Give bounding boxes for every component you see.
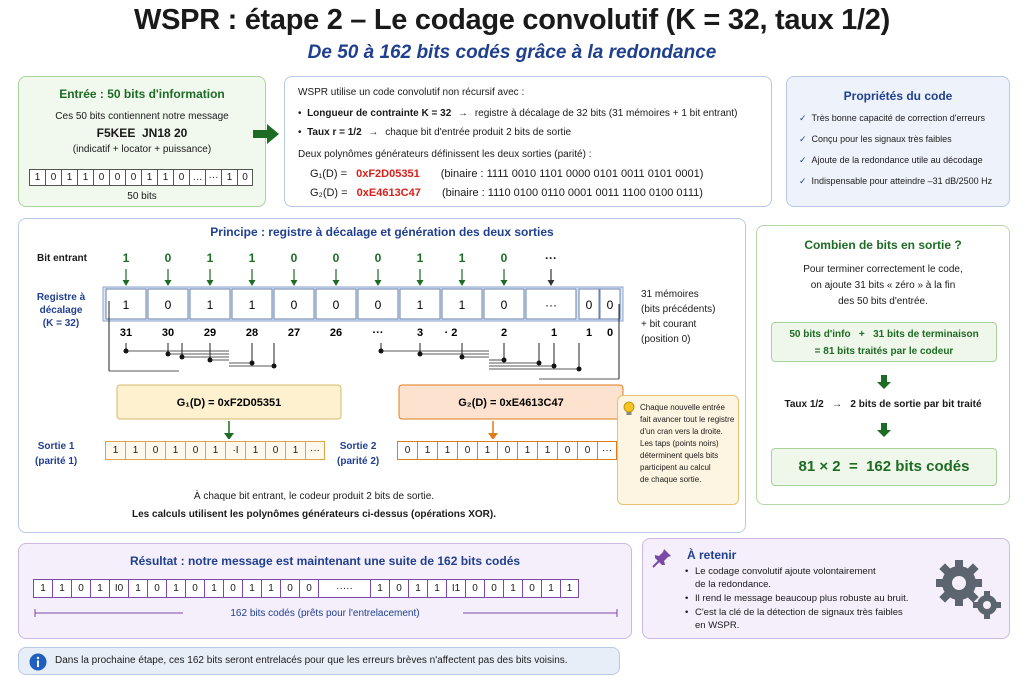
input-heading: Entrée : 50 bits d'information: [59, 87, 225, 101]
bit-cell: 0: [173, 169, 189, 186]
input-bits-label: 50 bits: [127, 191, 157, 202]
note-line: de chaque sortie.: [640, 475, 702, 484]
note-line: Les taps (points noirs): [640, 439, 719, 448]
register-value: 0: [500, 298, 508, 312]
principle-footer1: À chaque bit entrant, le codeur produit 2 bits de sortie.: [193, 491, 435, 502]
bit-cell: 1: [245, 441, 265, 460]
bit-cell: 0: [223, 579, 242, 598]
register-index: 3: [416, 327, 424, 339]
out1-label: Sortie 1 (parité 1): [35, 441, 78, 467]
bit-cell: 0: [280, 579, 299, 598]
input-line1: Ces 50 bits contiennent notre message: [55, 111, 229, 122]
props-item: ✓ Indispensable pour atteindre –31 dB/2500 Hz: [799, 176, 993, 186]
bit-cell: 1: [33, 579, 52, 598]
bit-cell: ···: [205, 169, 221, 186]
register-value: 1: [416, 298, 424, 312]
bit-in-value: 0: [332, 251, 340, 265]
props-item: ✓ Conçu pour les signaux très faibles: [799, 134, 952, 144]
bit-cell: ···: [305, 441, 325, 460]
page-title: WSPR : étape 2 – Le codage convolutif (K = 32, taux 1/2): [134, 4, 890, 36]
bit-cell: 1: [61, 169, 77, 186]
input-message: F5KEE JN18 20: [96, 126, 188, 140]
result-heading: Résultat : notre message est maintenant une suite de 162 bits codés: [129, 554, 521, 568]
bit-cell: 1: [204, 579, 223, 598]
register-index: 28: [245, 327, 259, 339]
register-index: ···: [372, 327, 384, 339]
note-line: d'un cran vers la droite.: [640, 427, 723, 436]
r-desc: chaque bit d'entrée produit 2 bits de sortie: [385, 127, 572, 138]
register-value: ···: [545, 298, 557, 312]
out2-label: Sortie 2 (parité 2): [337, 441, 380, 467]
register-index: 30: [161, 327, 175, 339]
bit-cell: 0: [185, 441, 205, 460]
input-bits: [29, 169, 253, 186]
bit-cell: 1: [125, 441, 145, 460]
g2-box-label: G₂(D) = 0xE4613C47: [458, 397, 564, 409]
bit-cell: 1: [408, 579, 427, 598]
register-index: 26: [329, 327, 343, 339]
register-index: 29: [203, 327, 217, 339]
g1-out-arrowhead: [224, 433, 234, 439]
info-bar: [18, 647, 620, 675]
bit-in-value: 1: [122, 251, 130, 265]
bit-in-arrowhead: [501, 280, 508, 286]
memory-note: 31 mémoires (bits précédents) + bit courant (position 0): [641, 289, 716, 345]
bit-in-value: 1: [416, 251, 424, 265]
g2-line: [310, 187, 703, 199]
k-desc: registre à décalage de 32 bits (31 mémoires + 1 bit entrant): [474, 108, 738, 119]
register-index: 31: [119, 327, 133, 339]
register-value: 0: [585, 298, 593, 312]
bit-cell: 1: [242, 579, 261, 598]
note-line: déterminent quels bits: [640, 451, 719, 460]
input-panel: [18, 76, 266, 207]
props-item: ✓ Ajoute de la redondance utile au décodage: [799, 155, 983, 165]
register-index: 2: [500, 327, 508, 339]
bit-cell: 1: [205, 441, 225, 460]
bit-cell: 0: [71, 579, 90, 598]
bit-in-arrowhead: [417, 280, 424, 286]
bit-cell: 0: [457, 441, 477, 460]
remember-list: [683, 565, 943, 633]
bit-cell: 0: [265, 441, 285, 460]
bit-cell: ···: [597, 441, 617, 460]
register-value: 1: [206, 298, 214, 312]
bit-cell: 0: [397, 441, 417, 460]
register-index: 27: [287, 327, 301, 339]
bit-cell: …: [189, 169, 205, 186]
bit-in-value: 0: [164, 251, 172, 265]
bit-cell: 0: [557, 441, 577, 460]
bit-cell: 0: [389, 579, 408, 598]
remember-item: • C'est la clé de la détection de signaux très faibles en WSPR.: [685, 607, 903, 631]
bit-cell: 1: [517, 441, 537, 460]
bit-cell: 0: [125, 169, 141, 186]
principle-panel: [18, 218, 746, 533]
bit-cell: 0: [465, 579, 484, 598]
code-k-line: • Longueur de contrainte K = 32 → registre à décalage de 32 bits (31 mémoires + 1 bit entrant): [298, 108, 738, 119]
bit-cell: 1: [541, 579, 560, 598]
check-icon: ✓: [799, 113, 807, 123]
bit-in-value: 0: [500, 251, 508, 265]
gears-icon: [933, 553, 1005, 623]
bit-cell: 0: [109, 169, 125, 186]
r-arrow: →: [368, 127, 379, 138]
g1-box-label: G₁(D) = 0xF2D05351: [176, 397, 282, 409]
remember-item: • Le codage convolutif ajoute volontairement de la redondance.: [685, 566, 876, 590]
register-index: 0: [606, 327, 614, 339]
register-value: 0: [332, 298, 340, 312]
result-panel: [18, 543, 632, 639]
register-index: · 2: [444, 327, 458, 339]
bit-cell: I1: [446, 579, 465, 598]
bit-cell: 1: [141, 169, 157, 186]
arrow-down-icon: [876, 374, 892, 390]
bit-cell: 1: [165, 441, 185, 460]
bit-cell: 0: [484, 579, 503, 598]
principle-heading: Principe : registre à décalage et génération des deux sorties: [210, 225, 554, 239]
code-panel: [284, 76, 772, 207]
info-icon: [29, 653, 47, 671]
bit-in-value: 1: [248, 251, 256, 265]
bit-cell: 1: [437, 441, 457, 460]
note-line: participent au calcul: [640, 463, 711, 472]
register-index: 1: [585, 327, 593, 339]
register-value: 1: [458, 298, 466, 312]
count-result: 81 × 2 = 162 bits codés: [771, 448, 997, 486]
bit-cell: 1: [537, 441, 557, 460]
check-icon: ✓: [799, 155, 807, 165]
bit-cell: 1: [52, 579, 71, 598]
info-text: Dans la prochaine étape, ces 162 bits seront entrelacés pour que les erreurs brèves n'affectent pas des bits voisins.: [55, 655, 568, 666]
bit-cell: 1: [503, 579, 522, 598]
bit-in-value: 1: [206, 251, 214, 265]
g1-label: G₁(D) =: [310, 168, 348, 180]
register-value: 1: [248, 298, 256, 312]
r-label: Taux r = 1/2: [307, 127, 362, 138]
bit-in-arrowhead: [291, 280, 298, 286]
bit-cell: 1: [90, 579, 109, 598]
bit-cell: 1: [166, 579, 185, 598]
arrow-right-icon: [251, 123, 281, 145]
code-intro: WSPR utilise un code convolutif non récursif avec :: [298, 87, 525, 98]
register-value: 0: [374, 298, 382, 312]
bit-in-arrowhead: [375, 280, 382, 286]
bit-in-arrowhead: [165, 280, 172, 286]
bit-cell: 0: [237, 169, 253, 186]
bit-in-arrowhead: [459, 280, 466, 286]
props-list: [799, 113, 1009, 197]
check-icon: ✓: [799, 176, 807, 186]
bit-in-value: 0: [290, 251, 298, 265]
bit-in-arrowhead: [333, 280, 340, 286]
bit-cell: 1: [370, 579, 389, 598]
principle-footer2: Les calculs utilisent les polynômes générateurs ci-dessus (opérations XOR).: [132, 509, 496, 520]
register-value: 0: [290, 298, 298, 312]
result-caption: 162 bits codés (prêts pour l'entrelacement): [230, 608, 420, 619]
bit-cell: 0: [147, 579, 166, 598]
arrow-down-icon: [876, 422, 892, 438]
count-text: Pour terminer correctement le code, on ajoute 31 bits « zéro » à la fin des 50 bits d'entrée.: [803, 264, 963, 307]
bit-cell: 1: [477, 441, 497, 460]
note-line: Chaque nouvelle entrée: [640, 403, 725, 412]
register-label: Registre à décalage (K = 32): [36, 292, 86, 329]
props-heading: Propriétés du code: [843, 89, 953, 103]
bit-cell: 0: [185, 579, 204, 598]
bit-cell: 1: [157, 169, 173, 186]
check-icon: ✓: [799, 134, 807, 144]
note-line: fait avancer tout le registre: [640, 415, 735, 424]
k-label: Longueur de contrainte K = 32: [307, 108, 452, 119]
k-arrow: →: [458, 108, 469, 119]
count-box1: 50 bits d'info + 31 bits de terminaison = 81 bits traités par le codeur: [771, 322, 997, 362]
bit-cell: 0: [497, 441, 517, 460]
bit-in-value: 0: [374, 251, 382, 265]
bit-in-arrowhead: [249, 280, 256, 286]
bit-cell: 0: [145, 441, 165, 460]
bit-cell: 0: [45, 169, 61, 186]
note-box: [617, 395, 739, 505]
bit-in-arrowhead: [207, 280, 214, 286]
g1-bin: (binaire : 1111 0010 1101 0000 0101 0011 0101 0001): [440, 168, 704, 180]
result-bits: [33, 579, 579, 598]
bit-in-value: ···: [545, 251, 557, 265]
bit-cell: 1: [261, 579, 280, 598]
register-index: 1: [550, 327, 558, 339]
bit-cell-ellipsis: ·····: [318, 579, 370, 598]
g1-line: [310, 168, 703, 180]
out2-bits: [397, 441, 617, 460]
page-subtitle: De 50 à 162 bits codés grâce à la redondance: [307, 42, 717, 63]
bit-cell: 0: [93, 169, 109, 186]
remember-panel: [642, 538, 1010, 639]
register-value: 0: [606, 298, 614, 312]
g2-out-arrowhead: [488, 433, 498, 439]
bit-cell: 1: [221, 169, 237, 186]
bit-cell: 1: [128, 579, 147, 598]
props-item: ✓ Très bonne capacité de correction d'erreurs: [799, 113, 986, 123]
g2-hex: 0xE4613C47: [356, 187, 421, 199]
bit-cell: 1: [285, 441, 305, 460]
bit-cell: 0: [522, 579, 541, 598]
count-rate: Taux 1/2 → 2 bits de sortie par bit traité: [784, 399, 982, 410]
bit-in-value: 1: [458, 251, 466, 265]
register-value: 1: [122, 298, 130, 312]
count-heading: Combien de bits en sortie ?: [804, 238, 962, 252]
bit-cell: 1: [417, 441, 437, 460]
props-panel: [786, 76, 1010, 207]
remember-item: • Il rend le message beaucoup plus robuste au bruit.: [685, 593, 909, 604]
bit-cell: 0: [577, 441, 597, 460]
g2-bin: (binaire : 1110 0100 0110 0001 0011 1100 0100 0111): [441, 187, 703, 199]
poly-intro: Deux polynômes générateurs définissent les deux sorties (parité) :: [298, 149, 592, 160]
lightbulb-icon: [622, 401, 636, 417]
bit-in-label: Bit entrant: [37, 253, 87, 264]
bit-cell: 0: [299, 579, 318, 598]
bit-cell: 1: [29, 169, 45, 186]
bit-cell: 1: [77, 169, 93, 186]
g1-hex: 0xF2D05351: [356, 168, 420, 180]
bit-in-arrowhead: [123, 280, 130, 286]
remember-heading: À retenir: [687, 548, 737, 562]
bit-in-arrowhead: [548, 280, 555, 286]
g2-label: G₂(D) =: [310, 187, 348, 199]
note-text: [640, 402, 738, 486]
count-panel: [756, 225, 1010, 505]
bit-cell: ·I: [225, 441, 245, 460]
out1-bits: [105, 441, 325, 460]
bit-cell: 1: [427, 579, 446, 598]
input-line3: (indicatif + locator + puissance): [72, 144, 212, 155]
pin-icon: [651, 547, 673, 569]
register-value: 0: [164, 298, 172, 312]
bit-cell: 1: [560, 579, 579, 598]
bit-cell: 1: [105, 441, 125, 460]
bit-cell: I0: [109, 579, 128, 598]
code-r-line: • Taux r = 1/2 → chaque bit d'entrée produit 2 bits de sortie: [298, 127, 572, 138]
